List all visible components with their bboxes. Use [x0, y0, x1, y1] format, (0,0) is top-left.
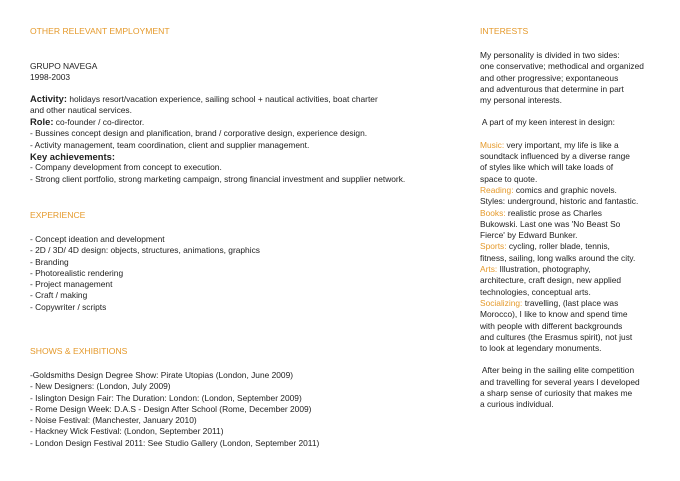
reading-line [480, 185, 665, 196]
interests-column [480, 26, 665, 411]
sports-text: fitness, sailing, long walks around the city. [480, 252, 636, 263]
role-line [30, 116, 405, 128]
intro-line: My personality is divided in two sides: [480, 50, 620, 60]
arts-text: architecture, craft design, new applied [480, 275, 622, 286]
books-text: realistic prose as Charles [505, 207, 602, 218]
sports-text: cycling, roller blade, tennis, [506, 241, 610, 252]
show-item: - New Designers: (London, July 2009) [30, 381, 171, 392]
experience-item: - Craft / making [30, 290, 88, 301]
music-text: space to quote. [480, 173, 538, 184]
shows-section [30, 346, 319, 449]
socializing-label: Socializing: [480, 297, 523, 308]
books-text: Fierce' by Edward Bunker. [480, 230, 578, 241]
books-text: Bukowski. Last one was 'No Beast So [480, 218, 621, 229]
socializing-text: with people with different backgrounds [480, 320, 623, 331]
closing-line: a sharp sense of curiosity that makes me [480, 388, 633, 399]
show-item: - Hackney Wick Festival: (London, September 2011) [30, 426, 224, 437]
music-text: soundtack influenced by a diverse range [480, 151, 630, 162]
experience-item: - Copywriter / scripts [30, 301, 107, 312]
arts-text: technologies, conceptual arts. [480, 286, 591, 297]
show-item: - Rome Design Week: D.A.S - Design After School (Rome, December 2009) [30, 403, 312, 414]
arts-text: Illustration, photography, [497, 264, 591, 275]
role-item: - Activity management, team coordination, client and supplier management. [30, 139, 310, 150]
sports-label: Sports: [480, 241, 507, 252]
experience-item: - Photorealistic rendering [30, 267, 124, 278]
employment-years: 1998-2003 [30, 72, 71, 83]
shows-heading: SHOWS & EXHIBITIONS [30, 346, 128, 356]
intro-line: one conservative; methodical and organized [480, 61, 644, 72]
employment-heading: OTHER RELEVANT EMPLOYMENT [30, 26, 170, 36]
show-item: - Islington Design Fair: The Duration: London: (London, September 2009) [30, 392, 302, 403]
show-item: -Goldsmiths Design Degree Show: Pirate Utopias (London, June 2009) [30, 370, 294, 380]
books-label: Books: [480, 207, 506, 218]
interests-heading: INTERESTS [480, 26, 529, 36]
socializing-text: to look at legendary monuments. [480, 343, 602, 354]
activity-text: holidays resort/vacation experience, sailing school + nautical activities, boat charter [69, 93, 378, 104]
employment-section [30, 26, 405, 185]
experience-heading: EXPERIENCE [30, 210, 86, 220]
role-label: Role: [30, 116, 54, 128]
achievement-item: - Company development from concept to execution. [30, 162, 222, 173]
achievements-label: Key achievements: [30, 151, 115, 163]
role-item: - Bussines concept design and planification, brand / corporative design, experience design. [30, 128, 368, 139]
closing-line: a curious individual. [480, 399, 554, 410]
music-line [480, 140, 665, 151]
activity-line [30, 93, 405, 105]
books-line [480, 208, 665, 219]
role-text: co-founder / co-director. [55, 117, 145, 128]
reading-label: Reading: [480, 184, 514, 195]
experience-item: - 2D / 3D/ 4D design: objects, structures, animations, graphics [30, 245, 260, 256]
show-item: - Noise Festival: (Manchester, January 2010) [30, 415, 197, 426]
experience-section [30, 210, 260, 313]
socializing-line [480, 298, 665, 309]
intro-line: and adventurous that determine in part [480, 83, 624, 94]
achievement-item: - Strong client portfolio, strong marketing campaign, strong financial investment and supplier network. [30, 173, 406, 184]
sports-line [480, 241, 665, 252]
activity-label: Activity: [30, 92, 67, 104]
intro-line: and other progressive; expontaneous [480, 72, 619, 83]
socializing-text: and cultures (the Erasmus spirit), not just [480, 331, 633, 342]
reading-text: Styles: underground, historic and fantastic. [480, 196, 639, 207]
experience-item: - Branding [30, 256, 69, 267]
intro-line: my personal interests. [480, 95, 562, 106]
reading-text: comics and graphic novels. [513, 184, 617, 195]
show-item: - London Design Festival 2011: See Studio Gallery (London, September 2011) [30, 437, 320, 448]
music-text: of styles like which will take loads of [480, 162, 614, 173]
closing-line: After being in the sailing elite competition [480, 365, 635, 376]
music-text: very important, my life is like a [504, 139, 619, 150]
activity-text-2: and other nautical services. [30, 104, 132, 115]
design-interest-line: A part of my keen interest in design: [480, 117, 616, 128]
arts-line [480, 264, 665, 275]
socializing-text: Morocco), I like to know and spend time [480, 309, 628, 320]
arts-label: Arts: [480, 264, 498, 275]
closing-line: and travelling for several years I developed [480, 376, 640, 387]
experience-item: - Project management [30, 279, 113, 290]
experience-item: - Concept ideation and development [30, 234, 165, 244]
music-label: Music: [480, 139, 505, 150]
socializing-text: travelling, (last place was [522, 297, 619, 308]
company-name: GRUPO NAVEGA [30, 61, 98, 71]
